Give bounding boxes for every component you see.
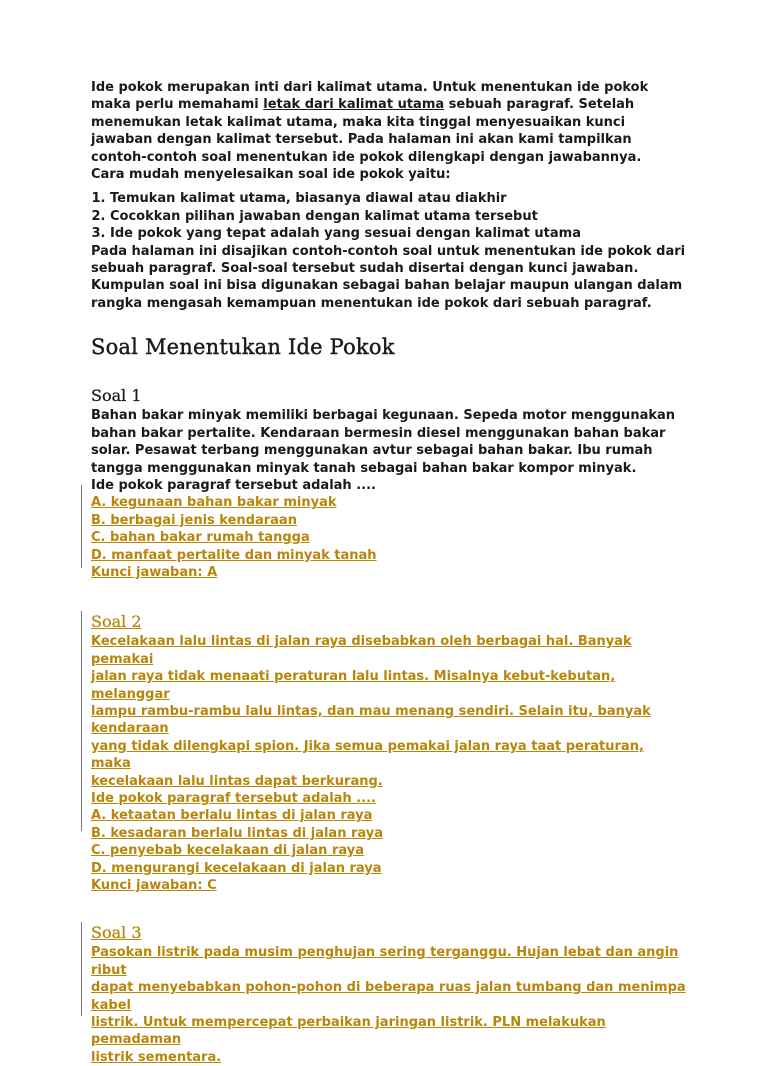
soal-3-text-line[interactable]: dapat menyebabkan pohon-pohon di beberapa ruas jalan tumbang dan menimpa kabel: [91, 980, 686, 1013]
intro-text-cont: sebuah paragraf. Setelah menemukan letak kalimat utama, maka kita tinggal menyesuaikan kunci jawaban dengan kalimat tersebut. Pada halaman ini akan kami tampilkan contoh-contoh soal menentukan ide pokok dilengkapi dengan jawabannya.: [91, 97, 642, 165]
soal-1-text: Bahan bakar minyak memiliki berbagai kegunaan. Sepeda motor menggunakan bahan bakar pertalite. Kendaraan bermesin diesel menggunakan bahan bakar solar. Pesawat terbang menggunakan avtur sebagai bahan bakar. Ibu rumah tangga menggunakan minyak tanah sebagai bahan bakar kompor minyak.: [91, 408, 676, 476]
steps-intro: Cara mudah menyelesaikan soal ide pokok yaitu:: [91, 167, 451, 183]
intro-text: Ide pokok merupakan inti dari kalimat utama. Untuk menentukan ide pokok maka perlu memahami: [91, 80, 649, 113]
soal-1-option-b[interactable]: B. berbagai jenis kendaraan: [91, 512, 297, 528]
soal-2-option-a[interactable]: A. ketaatan berlalu lintas di jalan raya: [91, 808, 373, 824]
soal-2-text-line[interactable]: lampu rambu-rambu lalu lintas, dan mau menang sendiri. Selain itu, banyak kendaraan: [91, 703, 651, 737]
kalimat-utama-link[interactable]: letak dari kalimat utama: [263, 97, 445, 113]
soal-3-text-line[interactable]: listrik sementara.: [91, 1049, 222, 1065]
soal-1-question: Ide pokok paragraf tersebut adalah ....: [91, 477, 376, 493]
soal-1-answer[interactable]: Kunci jawaban: A: [91, 564, 218, 580]
soal-3-text-line[interactable]: listrik. Untuk mempercepat perbaikan jaringan listrik. PLN melakukan pemadaman: [91, 1015, 606, 1048]
soal-2: [91, 611, 688, 894]
section-title: Soal Menentukan Ide Pokok: [91, 335, 395, 360]
soal-1: [91, 385, 688, 581]
soal-3: [91, 922, 688, 1066]
step-item: 3. Ide pokok yang tepat adalah yang sesuai dengan kalimat utama: [110, 225, 688, 242]
soal-2-option-b[interactable]: B. kesadaran berlalu lintas di jalan raya: [91, 825, 384, 841]
soal-1-option-d[interactable]: D. manfaat pertalite dan minyak tanah: [91, 547, 377, 563]
soal-3-title[interactable]: Soal 3: [91, 923, 142, 943]
soal-2-title[interactable]: Soal 2: [91, 612, 142, 632]
soal-2-text-line[interactable]: kecelakaan lalu lintas dapat berkurang.: [91, 773, 383, 789]
soal-2-option-d[interactable]: D. mengurangi kecelakaan di jalan raya: [91, 860, 382, 876]
soal-3-text-line[interactable]: Pasokan listrik pada musim penghujan sering terganggu. Hujan lebat dan angin ribut: [91, 945, 679, 978]
steps-list: [91, 190, 688, 242]
quote-bar: [81, 485, 82, 568]
soal-1-option-c[interactable]: C. bahan bakar rumah tangga: [91, 530, 310, 546]
intro-paragraph-2: Pada halaman ini disajikan contoh-contoh soal untuk menentukan ide pokok dari sebuah paragraf. Soal-soal tersebut sudah disertai dengan kunci jawaban. Kumpulan soal ini bisa digunakan sebagai bahan belajar maupun ulangan dalam rangka mengasah kemampuan menentukan ide pokok dari sebuah paragraf.: [91, 243, 686, 311]
soal-2-question[interactable]: Ide pokok paragraf tersebut adalah ....: [91, 791, 376, 806]
soal-2-text-line[interactable]: yang tidak dilengkapi spion. Jika semua pemakai jalan raya taat peraturan, maka: [91, 738, 644, 772]
step-item: 1. Temukan kalimat utama, biasanya diawal atau diakhir: [110, 190, 688, 207]
step-item: 2. Cocokkan pilihan jawaban dengan kalimat utama tersebut: [110, 208, 688, 225]
soal-2-answer[interactable]: Kunci jawaban: C: [91, 878, 217, 894]
soal-2-text-line[interactable]: jalan raya tidak menaati peraturan lalu lintas. Misalnya kebut-kebutan, melanggar: [91, 669, 616, 702]
quote-bar: [81, 611, 82, 831]
soal-2-option-c[interactable]: C. penyebab kecelakaan di jalan raya: [91, 843, 364, 859]
soal-1-title: Soal 1: [91, 386, 142, 406]
intro-paragraph: [91, 79, 688, 166]
quote-bar: [81, 922, 82, 1016]
soal-2-text-line[interactable]: Kecelakaan lalu lintas di jalan raya disebabkan oleh berbagai hal. Banyak pemakai: [91, 634, 632, 667]
soal-1-option-a[interactable]: A. kegunaan bahan bakar minyak: [91, 495, 337, 511]
